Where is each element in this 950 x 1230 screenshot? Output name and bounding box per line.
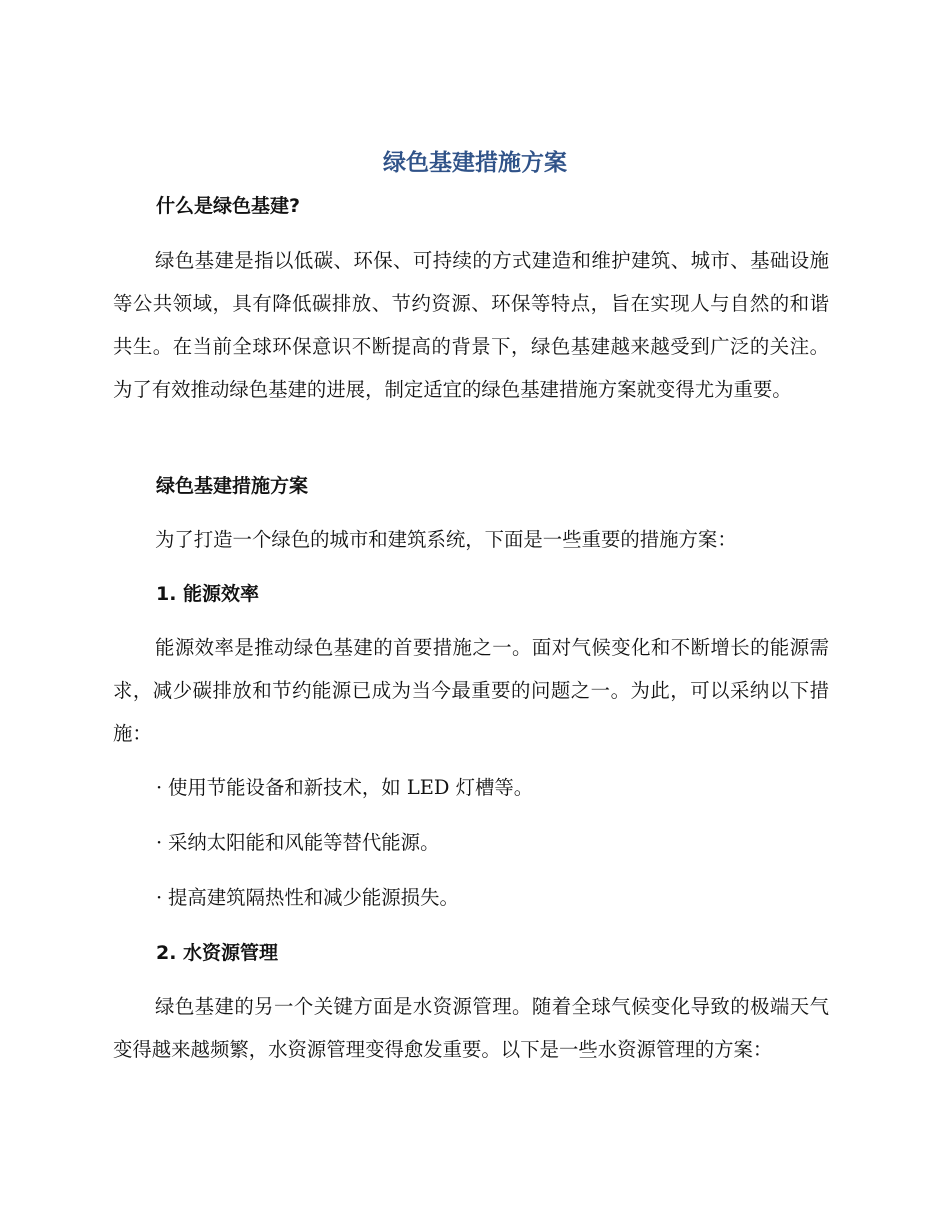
bullet-text: 采纳太阳能和风能等替代能源。 xyxy=(168,831,440,854)
heading-plan: 绿色基建措施方案 xyxy=(156,475,309,497)
energy-paragraph: 能源效率是推动绿色基建的首要措施之一。面对气候变化和不断增长的能源需求，减少碳排放和节约能源已成为当今最重要的问题之一。为此，可以采纳以下措施： xyxy=(113,636,829,745)
bullet-dot: · xyxy=(156,776,163,799)
heading-what-is: 什么是绿色基建? xyxy=(156,195,301,217)
heading-water: 2. 水资源管理 xyxy=(156,942,279,964)
bullet-text: 提高建筑隔热性和减少能源损失。 xyxy=(168,886,459,909)
bullet-dot: · xyxy=(156,831,163,854)
intro-paragraph: 绿色基建是指以低碳、环保、可持续的方式建造和维护建筑、城市、基础设施等公共领域，具有降低碳排放、节约资源、环保等特点，旨在实现人与自然的和谐共生。在当前全球环保意识不断提高的背景下，绿色基建越来越受到广泛的关注。为了有效推动绿色基建的进展，制定适宜的绿色基建措施方案就变得尤为重要。 xyxy=(113,249,829,401)
bullet-dot: · xyxy=(156,886,163,909)
heading-energy: 1. 能源效率 xyxy=(156,583,260,605)
bullet-text: 使用节能设备和新技术，如 LED 灯槽等。 xyxy=(168,776,534,799)
bullet-item xyxy=(156,884,459,912)
bullet-item xyxy=(156,829,439,857)
document-title: 绿色基建措施方案 xyxy=(383,150,567,176)
bullet-item xyxy=(156,774,533,802)
plan-intro-paragraph: 为了打造一个绿色的城市和建筑系统，下面是一些重要的措施方案： xyxy=(155,528,737,551)
water-paragraph: 绿色基建的另一个关键方面是水资源管理。随着全球气候变化导致的极端天气变得越来越频繁，水资源管理变得愈发重要。以下是一些水资源管理的方案： xyxy=(113,995,829,1061)
